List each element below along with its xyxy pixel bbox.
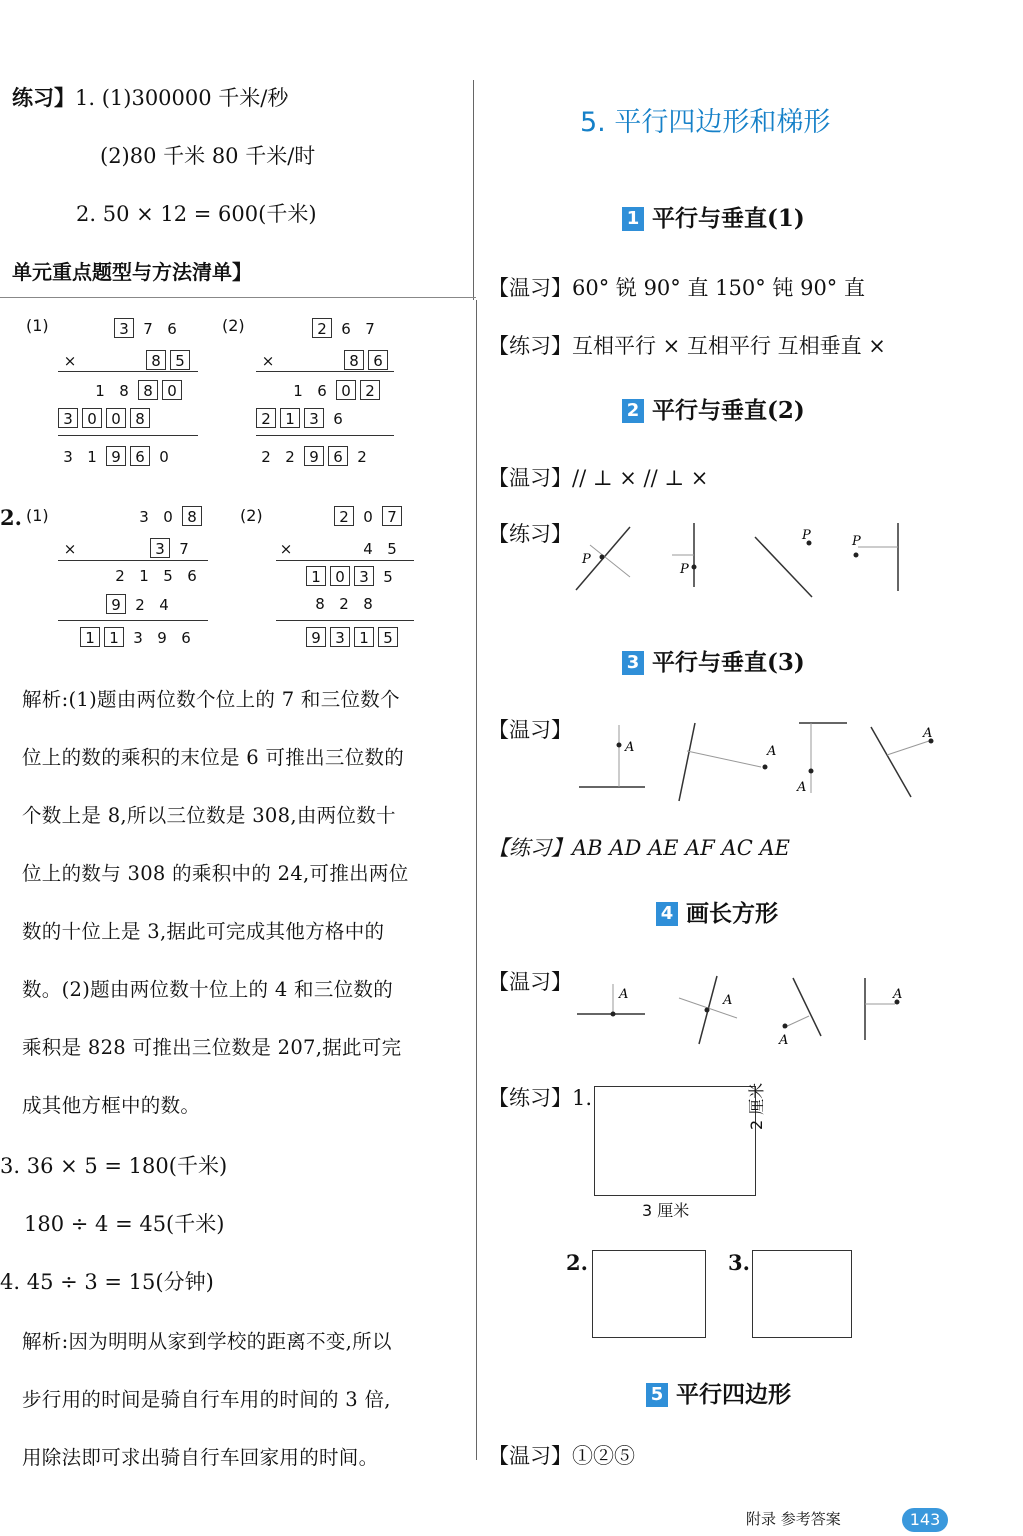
analysis-1-line-5: 数的十位上是 3,据此可完成其他方格中的 xyxy=(22,920,385,943)
q2-1-row1: 3 0 8 xyxy=(134,506,206,527)
analysis-1-line-2: 位上的数的乘积的末位是 6 可推出三位数的 xyxy=(22,746,405,769)
q2-2-row3: 1 0 3 5 xyxy=(306,566,402,587)
q2-2-row2: × 4 5 xyxy=(279,540,397,558)
point-label: A xyxy=(779,1033,789,1048)
subsection-4-title: 4 画长方形 xyxy=(656,895,778,928)
exercise-1b: (2)80 千米 80 千米/时 xyxy=(100,144,316,168)
s3-warmup-label: 【温习】 xyxy=(488,718,572,742)
point-label: A xyxy=(767,744,777,759)
square-3 xyxy=(752,1250,852,1338)
number-badge-4: 4 xyxy=(656,902,678,926)
s3-distance-sketches xyxy=(575,715,955,805)
point-label: A xyxy=(893,987,903,1002)
q2-2-row1: 2 0 7 xyxy=(334,506,406,527)
column-divider-bottom xyxy=(476,300,477,1460)
s4-warmup-label: 【温习】 xyxy=(488,970,572,994)
analysis-1-line-7: 乘积是 828 可推出三位数是 207,据此可完 xyxy=(22,1036,402,1059)
q1-2-row4: 2 1 3 6 xyxy=(256,408,352,429)
s1-exercise: 【练习】互相平行 × 互相平行 互相垂直 × xyxy=(488,334,886,358)
subsection-3-title: 3 平行与垂直(3) xyxy=(622,644,805,677)
q1-2-row2: × 8 6 xyxy=(258,346,392,371)
q1-1-row2: × 8 5 xyxy=(60,346,194,371)
q1-1-row4: 3 0 0 8 xyxy=(58,408,154,428)
point-label: P xyxy=(852,534,861,549)
point-label: A xyxy=(923,726,933,741)
analysis-2-line-3: 用除法即可求出骑自行车回家用的时间。 xyxy=(22,1446,379,1469)
q1-1-row5: 3 1 9 6 0 xyxy=(63,448,169,466)
number-badge-2: 2 xyxy=(622,399,644,423)
q1-1-row3: 1 8 8 0 xyxy=(90,380,186,401)
q2-2-line1 xyxy=(276,560,414,561)
rectangle-3x2 xyxy=(594,1086,756,1196)
subsection-5-title: 5 平行四边形 xyxy=(646,1376,791,1409)
analysis-2-line-2: 步行用的时间是骑自行车用的时间的 3 倍, xyxy=(22,1388,391,1411)
q1-1-tag: (1) xyxy=(26,316,49,335)
q2-1-row3: 2 1 5 6 xyxy=(115,567,197,585)
exercise-2-number: 2. xyxy=(566,1250,588,1275)
exercise-3-number: 3. xyxy=(728,1250,750,1275)
q1-2-row1: 2 6 7 xyxy=(312,318,384,339)
point-label: P xyxy=(802,528,811,543)
s4-warmup-sketches xyxy=(575,970,915,1050)
q2-1-row4: 9 2 4 xyxy=(106,594,178,615)
square-2 xyxy=(592,1250,706,1338)
q1-2-line2 xyxy=(256,435,394,436)
unit-list-heading: 单元重点题型与方法清单】 xyxy=(12,260,252,284)
point-label: A xyxy=(625,740,635,755)
q2-number: 2. xyxy=(0,505,22,530)
s5-warmup: 【温习】①②⑤ xyxy=(488,1444,635,1468)
subsection-2-title: 2 平行与垂直(2) xyxy=(622,392,805,425)
footer-text: 附录 参考答案 xyxy=(746,1510,841,1528)
q2-1-row5: 1 1 3 9 6 xyxy=(80,627,200,648)
q1-1-line2 xyxy=(58,435,198,436)
column-divider-top xyxy=(473,80,474,300)
exercise-1a: 练习】1. (1)300000 千米/秒 xyxy=(12,85,289,110)
subsection-1-title: 1 平行与垂直(1) xyxy=(622,200,805,233)
q2-1-line2 xyxy=(58,620,208,621)
s2-warmup: 【温习】// ⊥ × // ⊥ × xyxy=(488,466,709,490)
q2-2-line2 xyxy=(276,620,414,621)
analysis-1-line-1: 解析:(1)题由两位数个位上的 7 和三位数个 xyxy=(22,688,400,711)
q1-2-row5: 2 2 9 6 2 xyxy=(261,448,367,466)
point-label: A xyxy=(797,780,807,795)
point-label: P xyxy=(680,562,689,577)
analysis-1-line-4: 位上的数与 308 的乘积中的 24,可推出两位 xyxy=(22,862,409,885)
question-3a: 3. 36 × 5 = 180(千米) xyxy=(0,1154,228,1178)
left-top-separator xyxy=(0,297,476,298)
point-label: A xyxy=(723,993,733,1008)
number-badge-1: 1 xyxy=(622,207,644,231)
rectangle-height-label: 2 厘米 xyxy=(747,1082,766,1130)
q2-1-line1 xyxy=(58,560,208,561)
page-number: 143 xyxy=(902,1508,948,1532)
rectangle-width-label: 3 厘米 xyxy=(642,1201,690,1220)
q2-2-tag: (2) xyxy=(240,506,263,525)
q2-1-tag: (1) xyxy=(26,506,49,525)
q1-2-row3: 1 6 0 2 xyxy=(288,380,384,401)
q2-2-row4: 8 2 8 xyxy=(315,595,373,613)
analysis-1-line-3: 个数上是 8,所以三位数是 308,由两位数十 xyxy=(22,804,396,827)
section-title: 5. 平行四边形和梯形 xyxy=(580,107,831,138)
number-badge-3: 3 xyxy=(622,651,644,675)
s2-perpendicular-sketches xyxy=(560,515,920,605)
number-badge-5: 5 xyxy=(646,1383,668,1407)
s2-exercise-label: 【练习】 xyxy=(488,522,572,546)
point-label: A xyxy=(619,987,629,1002)
s3-exercise: 【练习】AB AD AE AF AC AE xyxy=(488,836,790,860)
point-label: P xyxy=(582,552,591,567)
analysis-2-line-1: 解析:因为明明从家到学校的距离不变,所以 xyxy=(22,1330,392,1353)
q2-1-row2: × 3 7 xyxy=(63,540,189,558)
analysis-1-line-6: 数。(2)题由两位数十位上的 4 和三位数的 xyxy=(22,978,394,1001)
analysis-1-line-8: 成其他方框中的数。 xyxy=(22,1094,201,1117)
s4-exercise-label: 【练习】1. xyxy=(488,1086,593,1110)
q2-2-row5: 9 3 1 5 xyxy=(306,627,402,647)
question-4: 4. 45 ÷ 3 = 15(分钟) xyxy=(0,1270,214,1294)
q1-1-line1 xyxy=(58,371,198,372)
s1-warmup: 【温习】60° 锐 90° 直 150° 钝 90° 直 xyxy=(488,276,865,300)
q1-1-row1: 3 7 6 xyxy=(114,318,186,339)
question-3b: 180 ÷ 4 = 45(千米) xyxy=(24,1212,225,1236)
exercise-2: 2. 50 × 12 = 600(千米) xyxy=(76,202,317,226)
q1-2-tag: (2) xyxy=(222,316,245,335)
q1-2-line1 xyxy=(256,371,394,372)
